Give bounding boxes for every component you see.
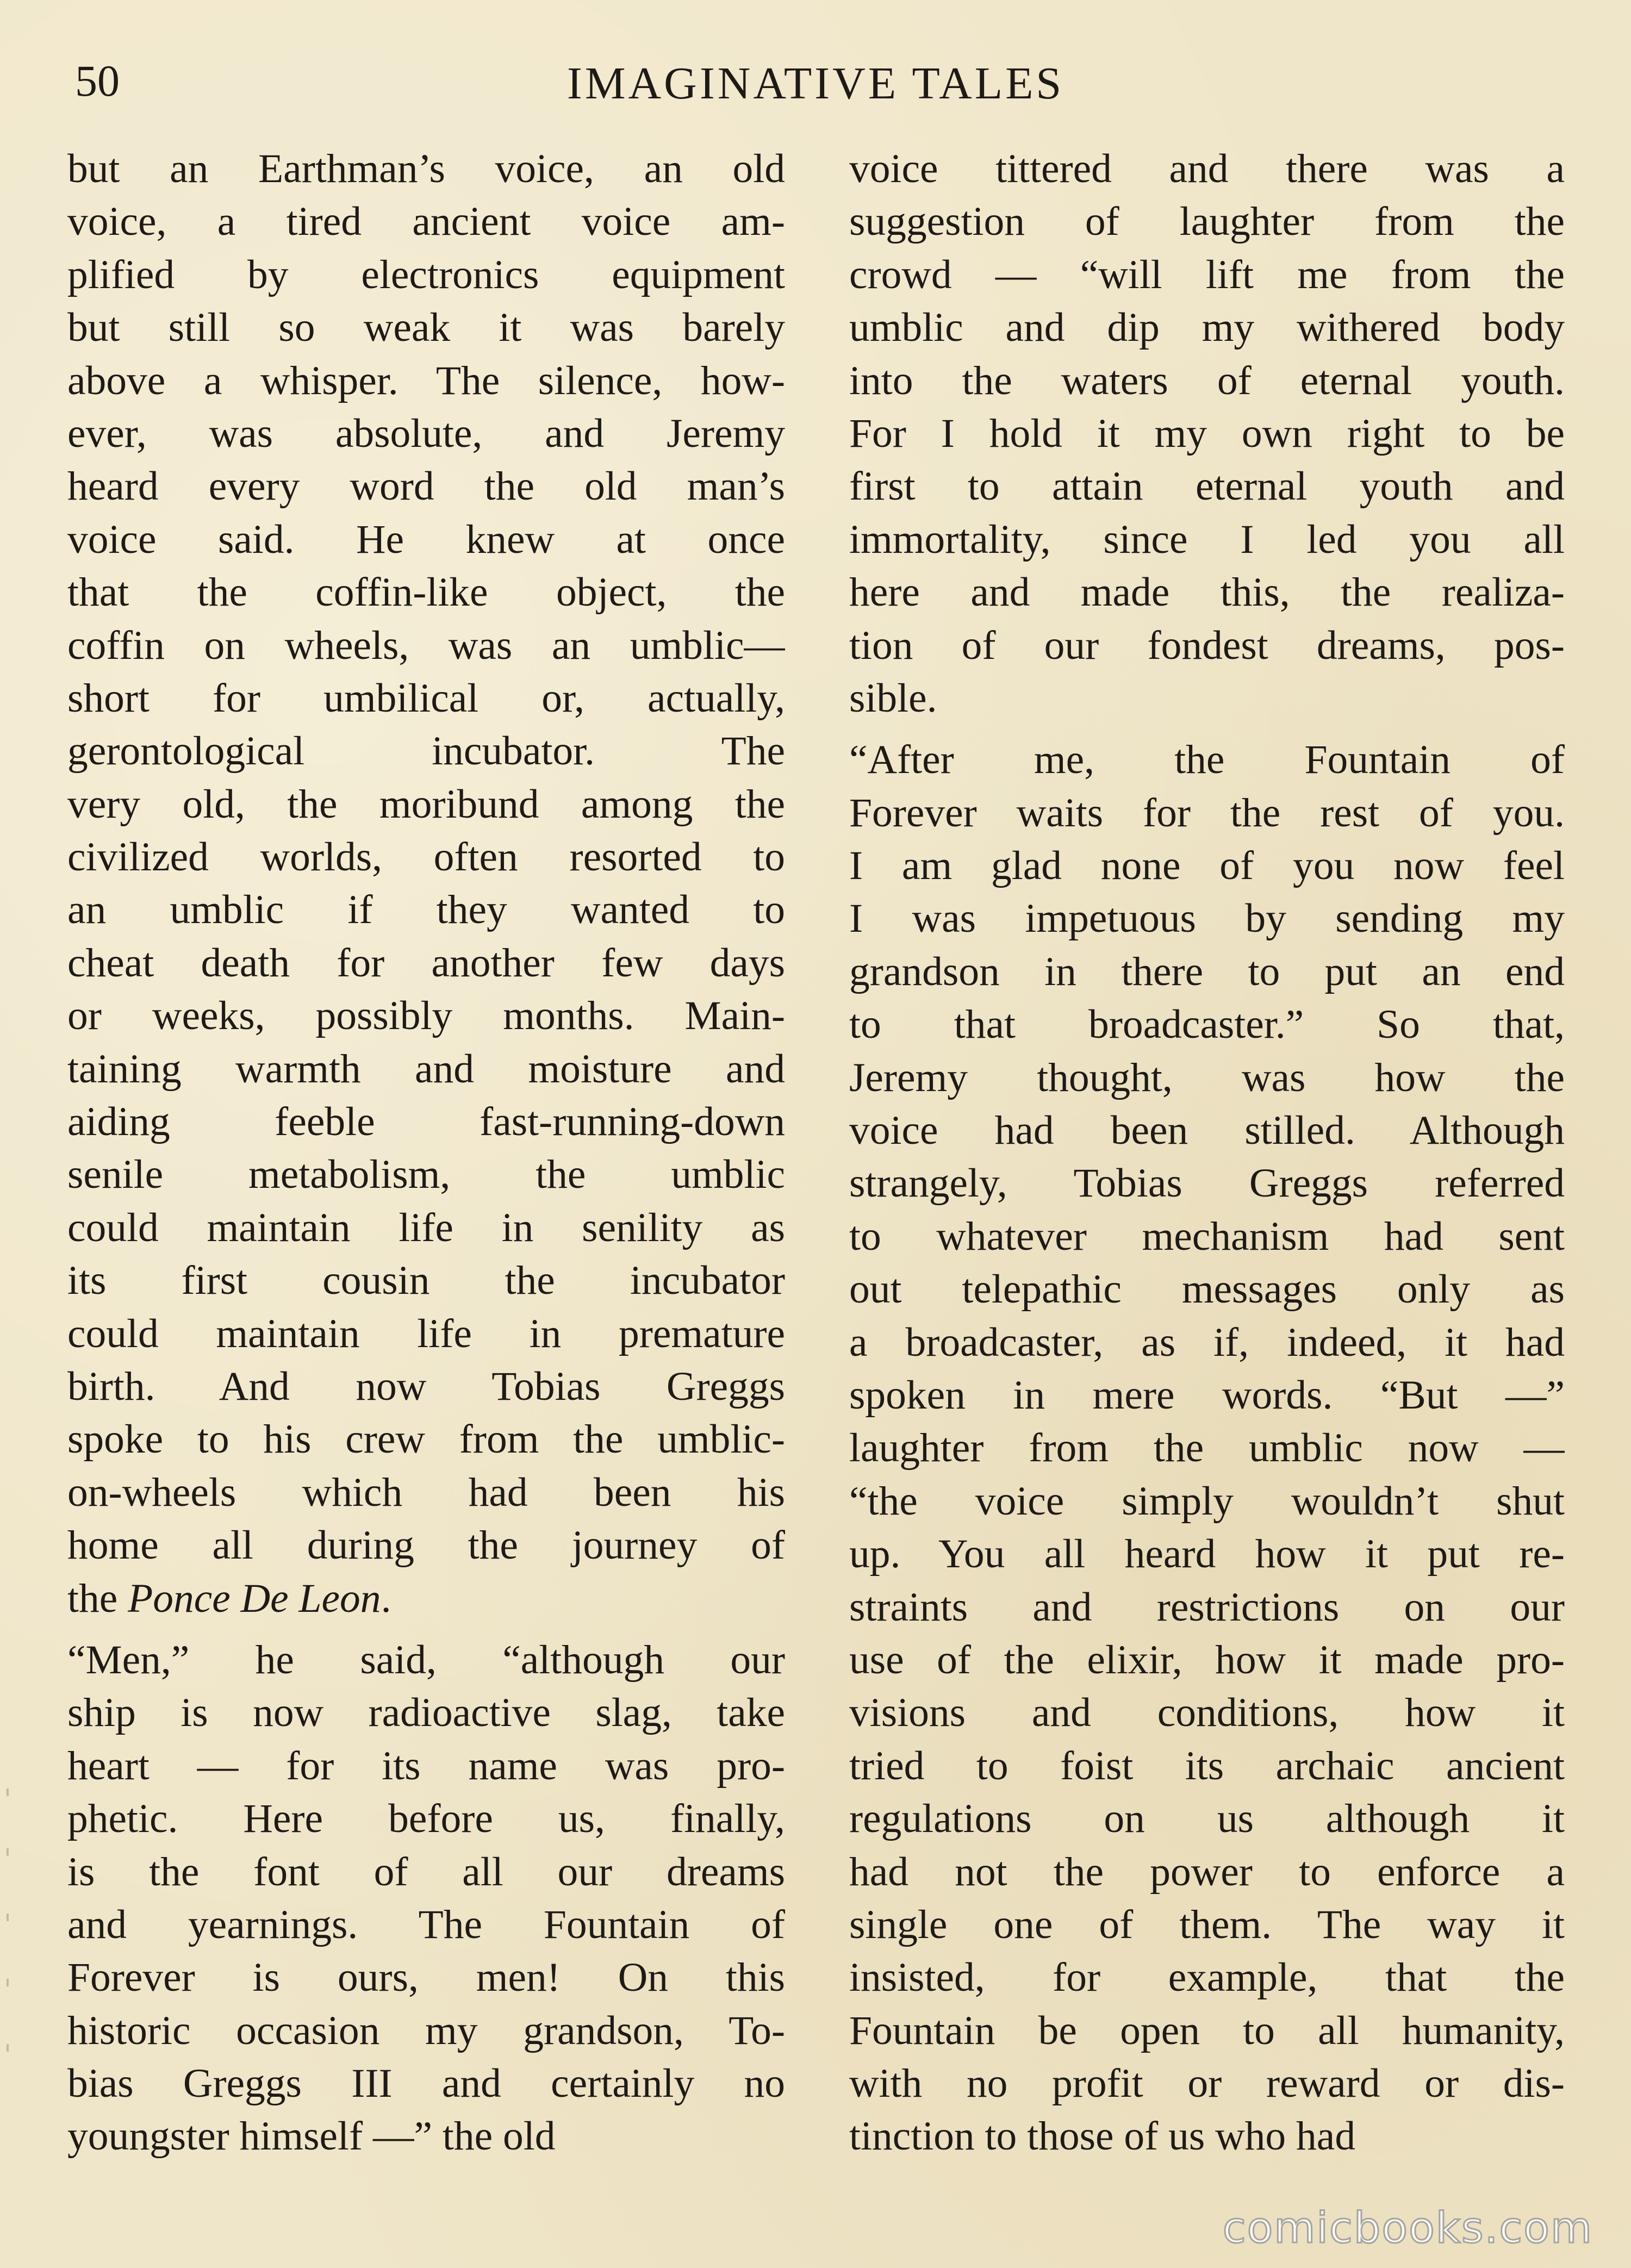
text-line: laughter from the umblic now — xyxy=(849,1425,1565,1471)
text-line: could maintain life in premature xyxy=(67,1311,785,1356)
text-line: with no profit or reward or dis- xyxy=(849,2061,1565,2107)
text-line: or weeks, possibly months. Main- xyxy=(67,993,785,1039)
watermark: comicbooks.com xyxy=(1222,2204,1593,2253)
text-line: the Ponce De Leon. xyxy=(67,1575,391,1621)
text-line: bias Greggs III and certainly no xyxy=(67,2061,785,2107)
text-line: use of the elixir, how it made pro- xyxy=(849,1637,1565,1683)
text-line: grandson in there to put an end xyxy=(849,949,1565,994)
text-line: regulations on us although it xyxy=(849,1796,1565,1842)
text-line: home all during the journey of xyxy=(67,1523,785,1568)
text-line: historic occasion my grandson, To- xyxy=(67,2008,785,2053)
text-line: voice had been stilled. Although xyxy=(849,1108,1565,1154)
text-line: heart — for its name was pro- xyxy=(67,1743,785,1789)
text-line: birth. And now Tobias Greggs xyxy=(67,1363,785,1409)
text-line: voice, a tired ancient voice am- xyxy=(67,199,785,245)
text-line: “Men,” he said, “although our xyxy=(67,1637,785,1683)
text-line: Forever waits for the rest of you. xyxy=(849,790,1565,836)
text-line: here and made this, the realiza- xyxy=(849,570,1565,615)
text-line: tried to foist its archaic ancient xyxy=(849,1743,1565,1789)
text-line: Forever is ours, men! On this xyxy=(67,1955,785,2001)
text-line: voice said. He knew at once xyxy=(67,516,785,562)
text-line: single one of them. The way it xyxy=(849,1902,1565,1947)
text-line: plified by electronics equipment xyxy=(67,252,785,297)
text-line: on-wheels which had been his xyxy=(67,1469,785,1515)
text-line: I was impetuous by sending my xyxy=(849,896,1565,942)
margin-mark xyxy=(7,1848,25,1856)
text-line: “the voice simply wouldn’t shut xyxy=(849,1478,1565,1524)
text-line: is the font of all our dreams xyxy=(67,1849,785,1895)
page-number: 50 xyxy=(75,56,120,105)
text-line: For I hold it my own right to be xyxy=(849,410,1565,456)
text-line: ship is now radioactive slag, take xyxy=(67,1690,785,1736)
text-line: spoken in mere words. “But —” xyxy=(849,1372,1565,1418)
text-line: short for umbilical or, actually, xyxy=(67,675,785,721)
margin-mark xyxy=(7,1914,25,1921)
text-line: very old, the moribund among the xyxy=(67,781,785,827)
text-line: a broadcaster, as if, indeed, it had xyxy=(849,1319,1565,1365)
text-line: umblic and dip my withered body xyxy=(849,305,1565,351)
text-line: straints and restrictions on our xyxy=(849,1584,1565,1630)
text-line: immortality, since I led you all xyxy=(849,516,1565,562)
left-column xyxy=(67,142,785,2163)
text-line: tinction to those of us who had xyxy=(849,2114,1356,2159)
text-line: that the coffin-like object, the xyxy=(67,570,785,615)
text-line: senile metabolism, the umblic xyxy=(67,1152,785,1198)
text-line: could maintain life in senility as xyxy=(67,1205,785,1250)
text-line: sible. xyxy=(849,675,937,721)
paragraph xyxy=(67,142,785,1625)
text-line: into the waters of eternal youth. xyxy=(849,358,1565,403)
paragraph-gap xyxy=(849,725,1565,733)
paragraph xyxy=(67,1634,785,2163)
text-line: to that broadcaster.” So that, xyxy=(849,1002,1565,1048)
text-line: its first cousin the incubator xyxy=(67,1258,785,1304)
text-line: suggestion of laughter from the xyxy=(849,199,1565,245)
paragraph xyxy=(849,142,1565,725)
text-line: youngster himself —” the old xyxy=(67,2114,556,2159)
margin-mark xyxy=(7,2044,25,2052)
paragraph-gap xyxy=(67,1625,785,1634)
running-head: IMAGINATIVE TALES xyxy=(567,58,1064,109)
text-line: out telepathic messages only as xyxy=(849,1267,1565,1312)
text-line: aiding feeble fast-running-down xyxy=(67,1099,785,1145)
text-line: but an Earthman’s voice, an old xyxy=(67,146,785,191)
text-line: Fountain be open to all humanity, xyxy=(849,2008,1565,2053)
margin-mark xyxy=(7,1979,25,1986)
text-line: I am glad none of you now feel xyxy=(849,843,1565,889)
text-line: crowd — “will lift me from the xyxy=(849,252,1565,297)
text-line: visions and conditions, how it xyxy=(849,1690,1565,1736)
text-line: had not the power to enforce a xyxy=(849,1849,1565,1895)
text-line: ever, was absolute, and Jeremy xyxy=(67,410,785,456)
paragraph xyxy=(849,733,1565,2163)
text-line: coffin on wheels, was an umblic— xyxy=(67,622,785,668)
margin-mark xyxy=(7,1789,25,1796)
text-line: “After me, the Fountain of xyxy=(849,737,1565,783)
text-line: tion of our fondest dreams, pos- xyxy=(849,622,1565,668)
text-line: insisted, for example, that the xyxy=(849,1955,1565,2001)
text-line: civilized worlds, often resorted to xyxy=(67,834,785,880)
text-line: strangely, Tobias Greggs referred xyxy=(849,1161,1565,1206)
text-line: heard every word the old man’s xyxy=(67,464,785,509)
text-line: taining warmth and moisture and xyxy=(67,1046,785,1092)
text-line: spoke to his crew from the umblic- xyxy=(67,1417,785,1462)
ship-name: Ponce De Leon xyxy=(128,1575,381,1621)
text-line: an umblic if they wanted to xyxy=(67,887,785,933)
text-line: first to attain eternal youth and xyxy=(849,464,1565,509)
text-line: and yearnings. The Fountain of xyxy=(67,1902,785,1947)
text-line: voice tittered and there was a xyxy=(849,146,1565,191)
text-line: above a whisper. The silence, how- xyxy=(67,358,785,403)
text-line: Jeremy thought, was how the xyxy=(849,1055,1565,1100)
right-column xyxy=(849,142,1565,2163)
text-line: up. You all heard how it put re- xyxy=(849,1531,1565,1577)
text-line: but still so weak it was barely xyxy=(67,305,785,351)
text-line: to whatever mechanism had sent xyxy=(849,1213,1565,1259)
text-line: phetic. Here before us, finally, xyxy=(67,1796,785,1842)
text-line: cheat death for another few days xyxy=(67,940,785,986)
text-line: gerontological incubator. The xyxy=(67,728,785,774)
